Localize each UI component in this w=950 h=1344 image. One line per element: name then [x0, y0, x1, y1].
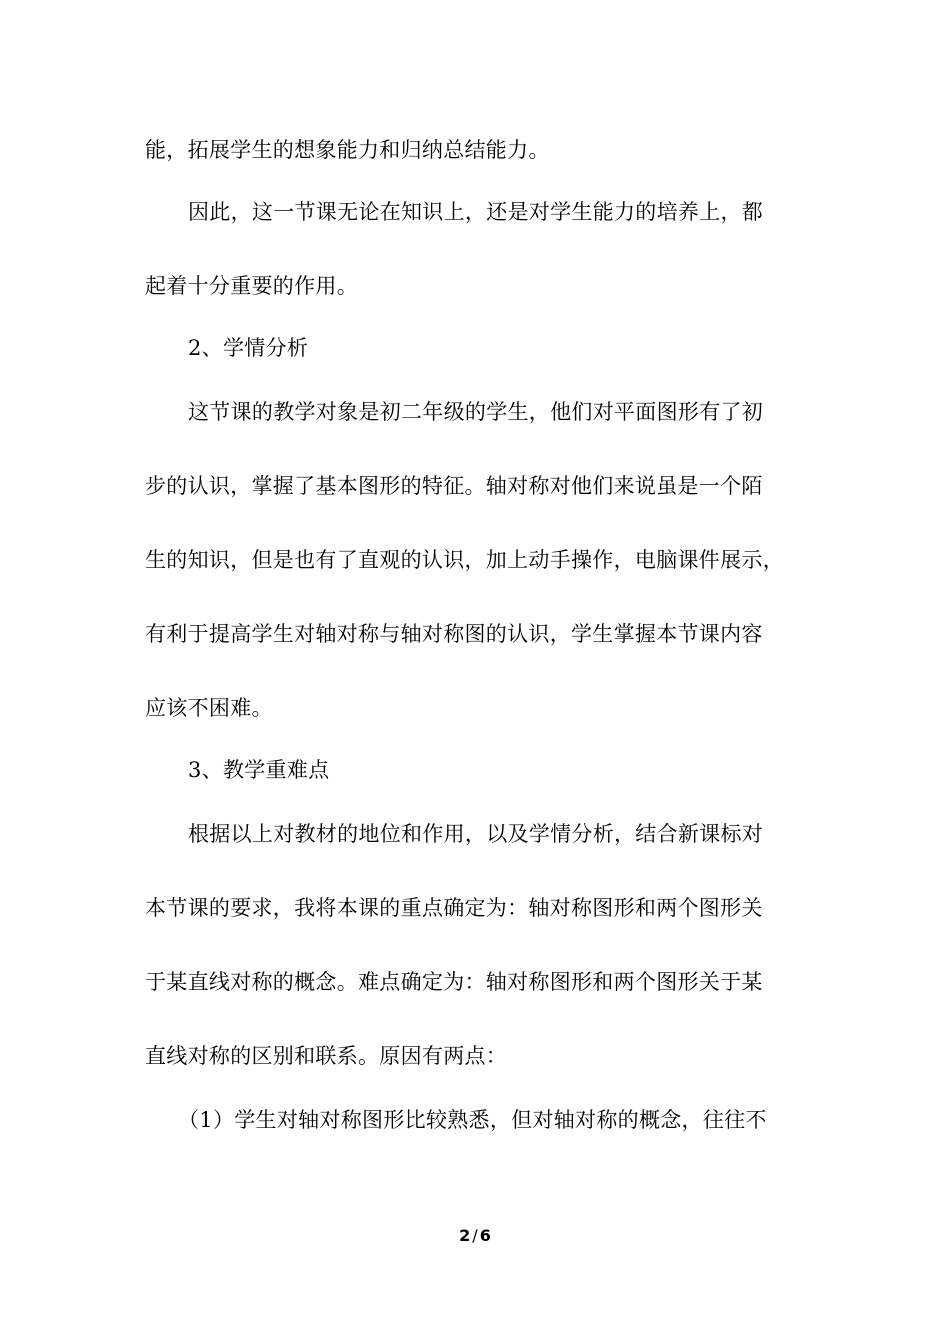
- current-page-number: 2: [459, 1226, 471, 1245]
- page-number-footer: [0, 1224, 950, 1248]
- body-text-line: 这节课的教学对象是初二年级的学生，他们对平面图形有了初: [188, 400, 764, 424]
- page-separator: /: [472, 1226, 478, 1245]
- body-text-line: 起着十分重要的作用。: [145, 274, 358, 298]
- body-text-line: 有利于提高学生对轴对称与轴对称图的认识，学生掌握本节课内容: [145, 622, 763, 646]
- body-text-line: 应该不困难。: [145, 696, 273, 720]
- body-text-line: （1）学生对轴对称图形比较熟悉，但对轴对称的概念，往往不: [178, 1108, 767, 1132]
- body-text-line: 能，拓展学生的想象能力和归纳总结能力。: [145, 138, 550, 162]
- total-pages-number: 6: [479, 1226, 491, 1245]
- body-text-line: 直线对称的区别和联系。原因有两点：: [145, 1044, 508, 1068]
- section-heading: 2、学情分析: [188, 336, 309, 360]
- section-heading: 3、教学重难点: [188, 758, 330, 782]
- body-text-line: 本节课的要求，我将本课的重点确定为：轴对称图形和两个图形关: [145, 896, 763, 920]
- body-text-line: 生的知识，但是也有了直观的认识，加上动手操作，电脑课件展示，: [145, 548, 784, 572]
- body-text-line: 根据以上对教材的地位和作用，以及学情分析，结合新课标对: [188, 822, 764, 846]
- body-text-line: 于某直线对称的概念。难点确定为：轴对称图形和两个图形关于某: [145, 970, 763, 994]
- body-text-line: 步的认识，掌握了基本图形的特征。轴对称对他们来说虽是一个陌: [145, 474, 763, 498]
- body-text-line: 因此，这一节课无论在知识上，还是对学生能力的培养上，都: [188, 200, 764, 224]
